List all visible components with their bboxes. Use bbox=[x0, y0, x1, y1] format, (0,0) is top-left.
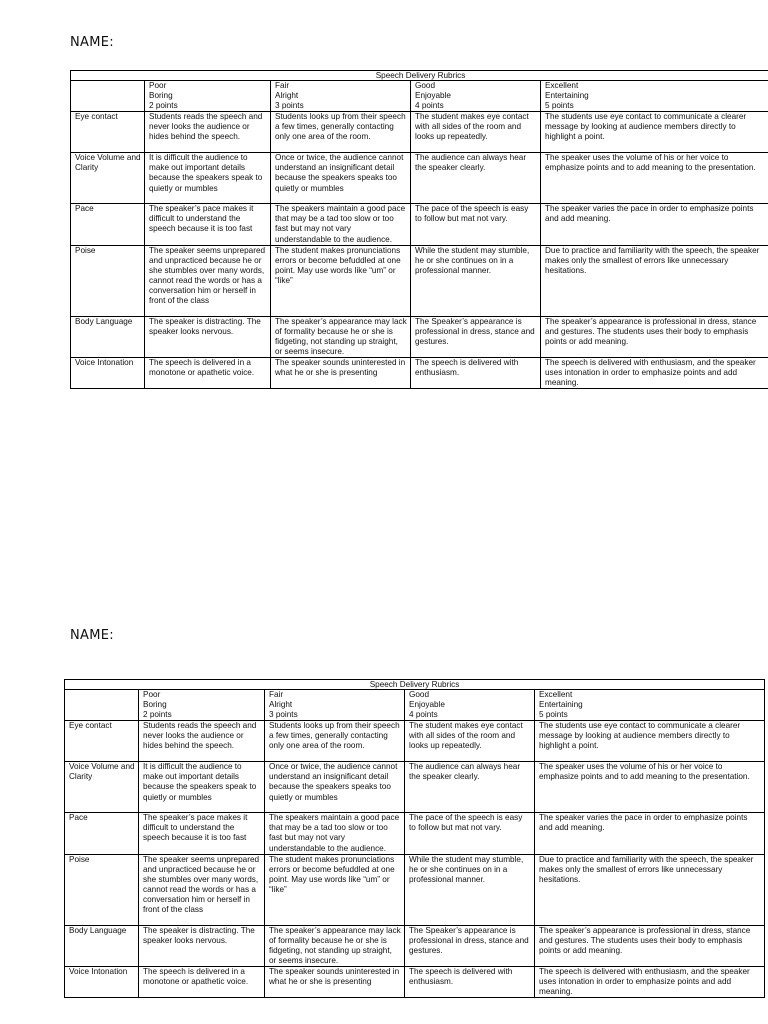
rubric-cell: The speech is delivered in a monotone or apathetic voice. bbox=[139, 967, 265, 998]
level-points: 2 points bbox=[143, 710, 172, 720]
rubric-cell: The speaker varies the pace in order to emphasize points and add meaning. bbox=[541, 204, 768, 245]
criterion-label: Poise bbox=[65, 854, 139, 925]
rubric-cell: It is difficult the audience to make out important details because the speakers speak to quietly or mumbles bbox=[145, 153, 271, 204]
rubric-cell: The speaker uses the volume of his or her voice to emphasize points and to add meaning to the presentation. bbox=[535, 762, 765, 813]
rubric-cell: The speaker’s pace makes it difficult to understand the speech because it is too fast bbox=[139, 813, 265, 854]
criterion-label: Body Language bbox=[65, 925, 139, 966]
rubric-title-row bbox=[65, 680, 765, 690]
rubric-cell: The student makes eye contact with all sides of the room and looks up repeatedly. bbox=[411, 112, 541, 153]
rubric-cell: Students looks up from their speech a few times, generally contacting only one area of the room. bbox=[265, 721, 405, 762]
rubric-table bbox=[64, 679, 765, 998]
level-header-good bbox=[411, 81, 541, 112]
level-name: Poor bbox=[149, 81, 167, 90]
rubric-cell: The speakers maintain a good pace that may be a tad too slow or too fast but may not vary understandable to the audience. bbox=[271, 204, 411, 245]
rubric-table bbox=[70, 70, 768, 389]
rubric-cell: The Speaker’s appearance is professional in dress, stance and gestures. bbox=[405, 925, 535, 966]
rubric-header-row bbox=[65, 690, 765, 721]
criterion-label: Voice Intonation bbox=[65, 967, 139, 998]
rubric-cell: The speaker sounds uninterested in what he or she is presenting bbox=[265, 967, 405, 998]
rubric-cell: The speaker uses the volume of his or her voice to emphasize points and to add meaning to the presentation. bbox=[541, 153, 768, 204]
level-header-poor bbox=[139, 690, 265, 721]
rubric-cell: While the student may stumble, he or she continues on in a professional manner. bbox=[405, 854, 535, 925]
rubric-cell: The speech is delivered in a monotone or apathetic voice. bbox=[145, 358, 271, 389]
corner-cell bbox=[65, 690, 139, 721]
rubric-row-body-language bbox=[71, 316, 768, 357]
rubric-row-poise bbox=[71, 245, 768, 316]
level-descriptor: Entertaining bbox=[545, 91, 589, 101]
criterion-label: Voice Volume and Clarity bbox=[71, 153, 145, 204]
rubric-cell: The speakers maintain a good pace that may be a tad too slow or too fast but may not vary understandable to the audience. bbox=[265, 813, 405, 854]
level-points: 5 points bbox=[545, 101, 574, 111]
rubric-title: Speech Delivery Rubrics bbox=[65, 680, 765, 690]
level-name: Good bbox=[415, 81, 436, 90]
rubric-cell: The speech is delivered with enthusiasm, and the speaker uses intonation in order to emphasize points and add meaning. bbox=[535, 967, 765, 998]
criterion-label: Voice Intonation bbox=[71, 358, 145, 389]
rubric-cell: The speaker’s appearance may lack of formality because he or she is fidgeting, not standing up straight, or seems insecure. bbox=[265, 925, 405, 966]
rubric-cell: The pace of the speech is easy to follow but mat not vary. bbox=[411, 204, 541, 245]
level-header-fair bbox=[271, 81, 411, 112]
rubric-row-voice-intonation bbox=[71, 358, 768, 389]
level-descriptor: Boring bbox=[149, 91, 173, 101]
rubric-cell: The speaker seems unprepared and unpracticed because he or she stumbles over many words, cannot read the words or has a conversation him or herself in front of the class bbox=[145, 245, 271, 316]
rubric-cell: Students looks up from their speech a few times, generally contacting only one area of the room. bbox=[271, 112, 411, 153]
level-descriptor: Entertaining bbox=[539, 700, 583, 710]
rubric-cell: The speaker seems unprepared and unpracticed because he or she stumbles over many words, cannot read the words or has a conversation him or herself in front of the class bbox=[139, 854, 265, 925]
rubric-cell: The students use eye contact to communicate a clearer message by looking at audience members directly to highlight a point. bbox=[541, 112, 768, 153]
rubric-cell: The speaker’s appearance is professional in dress, stance and gestures. The students uses their body to emphasis points or add meaning. bbox=[535, 925, 765, 966]
rubric-row-voice-volume bbox=[65, 762, 765, 813]
criterion-label: Pace bbox=[71, 204, 145, 245]
name-label: NAME: bbox=[70, 628, 114, 643]
level-descriptor: Boring bbox=[143, 700, 167, 710]
rubric-cell: The speaker is distracting. The speaker looks nervous. bbox=[139, 925, 265, 966]
rubric-cell: The speaker sounds uninterested in what he or she is presenting bbox=[271, 358, 411, 389]
level-descriptor: Enjoyable bbox=[415, 91, 451, 101]
rubric-header-row bbox=[71, 81, 768, 112]
rubric-cell: The speaker’s pace makes it difficult to understand the speech because it is too fast bbox=[145, 204, 271, 245]
rubric-cell: The pace of the speech is easy to follow but mat not vary. bbox=[405, 813, 535, 854]
rubric-cell: Once or twice, the audience cannot understand an insignificant detail because the speakers speaks too quietly or mumbles bbox=[271, 153, 411, 204]
rubric-cell: The student makes eye contact with all sides of the room and looks up repeatedly. bbox=[405, 721, 535, 762]
criterion-label: Poise bbox=[71, 245, 145, 316]
level-name: Fair bbox=[275, 81, 290, 90]
rubric-row-voice-volume bbox=[71, 153, 768, 204]
name-label: NAME: bbox=[70, 35, 114, 50]
rubric-cell: The speaker is distracting. The speaker looks nervous. bbox=[145, 316, 271, 357]
rubric-cell: The Speaker’s appearance is professional in dress, stance and gestures. bbox=[411, 316, 541, 357]
rubric-cell: The student makes pronunciations errors or become befuddled at one point. May use words like “um” or “like” bbox=[271, 245, 411, 316]
rubric-cell: The speaker’s appearance is professional in dress, stance and gestures. The students uses their body to emphasis points or add meaning. bbox=[541, 316, 768, 357]
level-header-poor bbox=[145, 81, 271, 112]
rubric-cell: The students use eye contact to communicate a clearer message by looking at audience members directly to highlight a point. bbox=[535, 721, 765, 762]
rubric-cell: Due to practice and familiarity with the speech, the speaker makes only the smallest of errors like unnecessary hesitations. bbox=[541, 245, 768, 316]
rubric-row-eye-contact bbox=[65, 721, 765, 762]
level-name: Fair bbox=[269, 690, 284, 699]
level-points: 3 points bbox=[269, 710, 298, 720]
rubric-row-poise bbox=[65, 854, 765, 925]
rubric-cell: The speech is delivered with enthusiasm, and the speaker uses intonation in order to emphasize points and add meaning. bbox=[541, 358, 768, 389]
rubric-cell: While the student may stumble, he or she continues on in a professional manner. bbox=[411, 245, 541, 316]
level-points: 4 points bbox=[415, 101, 444, 111]
criterion-label: Body Language bbox=[71, 316, 145, 357]
level-header-excellent bbox=[535, 690, 765, 721]
rubric-cell: The audience can always hear the speaker clearly. bbox=[411, 153, 541, 204]
level-name: Excellent bbox=[545, 81, 579, 90]
rubric-cell: The speech is delivered with enthusiasm. bbox=[405, 967, 535, 998]
rubric-row-body-language bbox=[65, 925, 765, 966]
rubric-cell: It is difficult the audience to make out important details because the speakers speak to quietly or mumbles bbox=[139, 762, 265, 813]
rubric-row-pace bbox=[71, 204, 768, 245]
level-points: 3 points bbox=[275, 101, 304, 111]
level-points: 2 points bbox=[149, 101, 178, 111]
rubric-cell: Once or twice, the audience cannot understand an insignificant detail because the speakers speaks too quietly or mumbles bbox=[265, 762, 405, 813]
level-header-good bbox=[405, 690, 535, 721]
level-name: Good bbox=[409, 690, 430, 699]
rubric-cell: Students reads the speech and never looks the audience or hides behind the speech. bbox=[145, 112, 271, 153]
rubric-cell: Due to practice and familiarity with the speech, the speaker makes only the smallest of errors like unnecessary hesitations. bbox=[535, 854, 765, 925]
level-descriptor: Enjoyable bbox=[409, 700, 445, 710]
corner-cell bbox=[71, 81, 145, 112]
criterion-label: Pace bbox=[65, 813, 139, 854]
criterion-label: Eye contact bbox=[71, 112, 145, 153]
rubric-row-voice-intonation bbox=[65, 967, 765, 998]
rubric-cell: The speaker’s appearance may lack of formality because he or she is fidgeting, not standing up straight, or seems insecure. bbox=[271, 316, 411, 357]
level-name: Excellent bbox=[539, 690, 573, 699]
level-descriptor: Alright bbox=[269, 700, 293, 710]
level-points: 5 points bbox=[539, 710, 568, 720]
rubric-title-row bbox=[71, 71, 768, 81]
criterion-label: Voice Volume and Clarity bbox=[65, 762, 139, 813]
level-descriptor: Alright bbox=[275, 91, 299, 101]
rubric-cell: The speech is delivered with enthusiasm. bbox=[411, 358, 541, 389]
rubric-row-pace bbox=[65, 813, 765, 854]
rubric-row-eye-contact bbox=[71, 112, 768, 153]
rubric-cell: Students reads the speech and never looks the audience or hides behind the speech. bbox=[139, 721, 265, 762]
rubric-cell: The speaker varies the pace in order to emphasize points and add meaning. bbox=[535, 813, 765, 854]
rubric-cell: The student makes pronunciations errors or become befuddled at one point. May use words like “um” or “like” bbox=[265, 854, 405, 925]
rubric-cell: The audience can always hear the speaker clearly. bbox=[405, 762, 535, 813]
criterion-label: Eye contact bbox=[65, 721, 139, 762]
rubric-title: Speech Delivery Rubrics bbox=[71, 71, 768, 81]
level-header-excellent bbox=[541, 81, 768, 112]
level-header-fair bbox=[265, 690, 405, 721]
level-points: 4 points bbox=[409, 710, 438, 720]
level-name: Poor bbox=[143, 690, 161, 699]
